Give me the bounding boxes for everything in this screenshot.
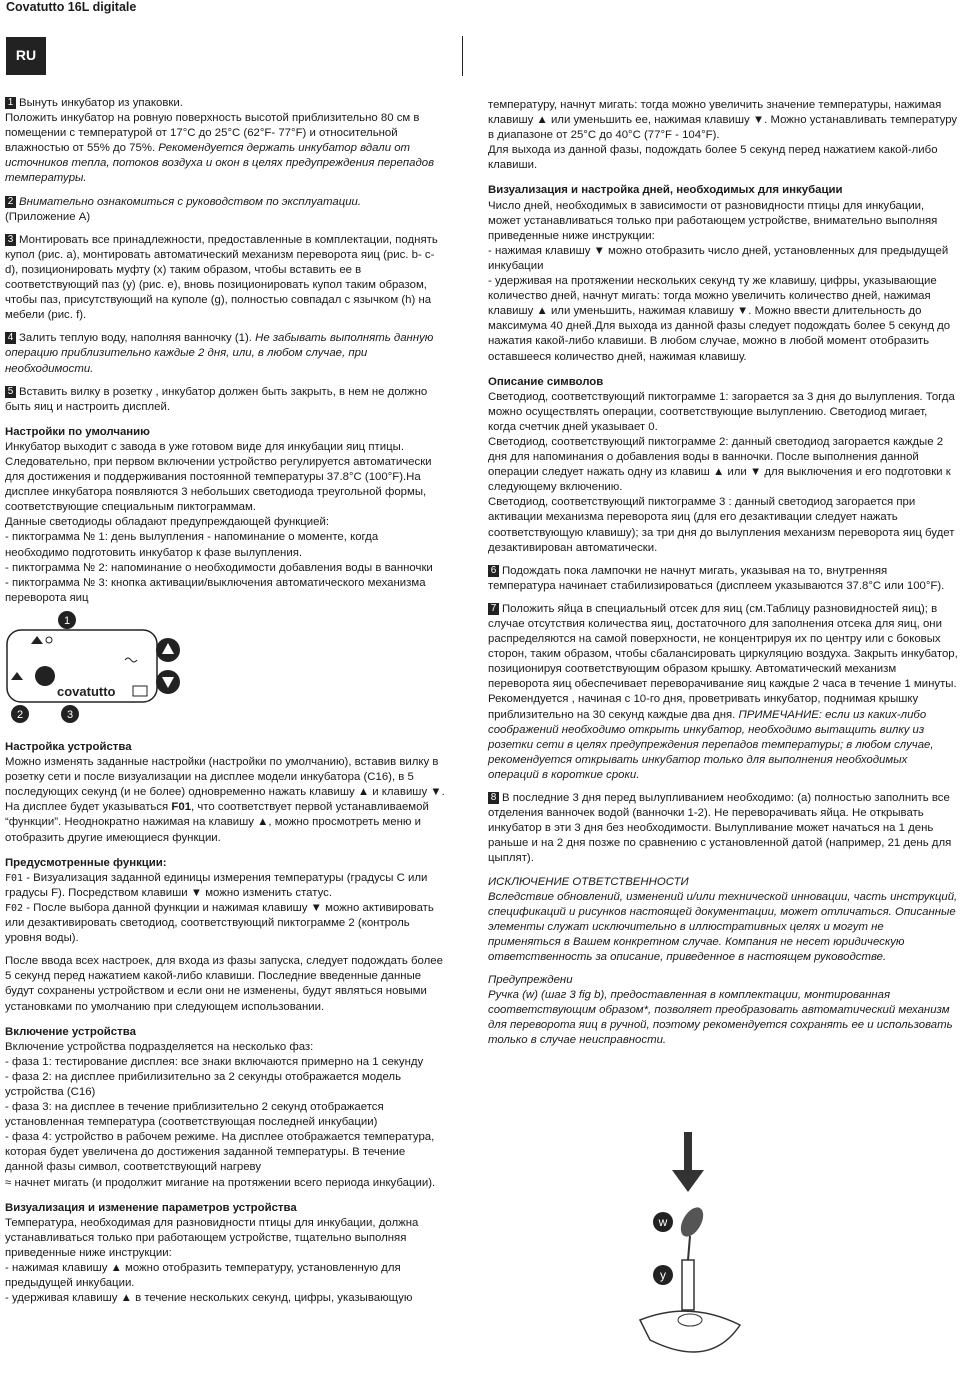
defaults-heading: Настройки по умолчанию — [5, 425, 150, 438]
step-1: 1 Вынуть инкубатор из упаковки. Положить инкубатор на ровную поверхность высотой приблизительно 80 см в помещении с температурой от 17°C до 25°C (62°F- 77°F) и относительной влажностью от 55% до 75%. Рекомендуется держать инкубатор вдали от источников тепла, потоков воздуха и окон в целях предупреждения перепадов температуры. — [5, 97, 435, 185]
power-intro: Включение устройства подразделяется на несколько фаз: — [5, 1040, 314, 1053]
warning-heading: Предупреждени — [488, 974, 573, 987]
led-2: - пиктограмма № 2: напоминание о необходимости добавления воды в ванночки — [5, 561, 433, 574]
led-1: - пиктограмма № 1: день вылупления - напоминание о моменте, когда необходимо подготовить инкубатор к фазе вылупления. — [5, 531, 379, 559]
days-text: Число дней, необходимых в зависимости от разновидности птицы для инкубации, может устанавливаться только при работающем устройстве, внимательно выполняя приведенные ниже инструкции: — [488, 199, 938, 242]
step-6: 6 Подождать пока лампочки не начнут мигать, указывая на то, внутренняя температура начинает стабилизироваться (дисплеем указываются 37.8°C или 100°F). — [488, 564, 945, 592]
figure-label-y: y — [660, 1268, 666, 1282]
setup-heading: Настройка устройства — [5, 741, 132, 753]
language-badge: RU — [6, 37, 46, 75]
power-heading: Включение устройства — [5, 1025, 136, 1038]
heating-icon: ≈ — [5, 1176, 12, 1189]
panel-number-3: 3 — [66, 708, 74, 721]
symbols-heading: Описание символов — [488, 375, 604, 388]
setup-text: Можно изменять заданные настройки (настройки по умолчанию), вставив вилку в розетку сети и после визуализации на дисплее модели инкубатора (C16), в 5 последующих секунд (и не более) одновременно нажать клавишу ▲ и клавишу ▼. На дисплее будет указываться F01, что соответствует первой устанавливаемой “функции”. Неоднократно нажимая на клавишу ▲, можно просмотреть меню и отобразить другие имеющиеся функции. — [5, 756, 445, 844]
days-1: - нажимая клавишу ▼ можно отобразить число дней, установленных для предыдущей инкубации — [488, 244, 949, 272]
step-7: 7 Положить яйца в специальный отсек для яиц (см.Таблицу разновидностей яиц); в случае отсутствия количества яиц, достаточного для заполнения отсека для яиц, они распределяются на самой поверхности, не концентрируя их по центру или с боковых сторон, таким образом, чтобы сбалансировать циркуляцию воздуха. Закрыть инкубатор, позиционируя соответствующим образом крышку. Автоматический механизм переворота яиц обеспечивает переворачивание яиц каждые 2 часа в течение 1 минуты. Рекомендуется , начиная с 10-го дня, проветривать инкубатор, поднимая крышку приблизительно на 30 секунд каждые два дня. ПРИМЕЧАНИЕ: если из каких-либо соображений необходимо открыть инкубатор, необходимо вытащить вилку из розетки сети в целях предупреждения перепадов температуры; в любом случае, рекомендуется открывать инкубатор только для выполнения необходимых операций в короткие сроки. — [488, 602, 958, 781]
params-2: - удерживая клавишу ▲ в течение нескольких секунд, цифры, указывающую — [5, 1292, 413, 1305]
led-3: - пиктограмма № 3: кнопка активации/выключения автоматического механизма переворота яиц — [5, 576, 426, 604]
panel-number-1: 1 — [63, 614, 71, 627]
params-1: - нажимая клавишу ▲ можно отобразить температуру, установленную для предыдущей инкубации. — [5, 1262, 401, 1290]
symbol-1: Светодиод, соответствующий пиктограмме 1: загорается за 3 дня до вылупления. Тогда можно осуществлять операции, соответствующие вылуплению. Светодиод мигает, когда счетчик дней указывает 0. — [488, 390, 955, 433]
phase-1: - фаза 1: тестирование дисплея: все знаки включаются примерно на 1 секунду — [5, 1055, 424, 1068]
step-number: 6 — [488, 565, 499, 577]
step-number: 7 — [488, 603, 499, 615]
step-number: 8 — [488, 792, 499, 804]
days-2: - удерживая на протяжении нескольких секунд ту же клавишу, цифры, указывающие количество дней, начнут мигать: тогда можно увеличить количество дней, нажимая клавишу ▲ или уменьшить, нажимая клавишу ▼. Можно ввести длительность до максимума 40 дней.Для выхода из данной фазы следует подождать более 5 секунд до нажатия какой-либо клавиши. В любом случае, можно в любой момент отобразить оставшееся количество дней, нажимая клавишу. — [488, 275, 951, 363]
function-f01: F01 - Визуализация заданной единицы измерения температуры (градусы C или градусы F). Посредством клавиши ▼ можно изменить статус. — [5, 871, 428, 899]
panel-number-2: 2 — [16, 708, 24, 721]
step-5: 5 Вставить вилку в розетку , инкубатор должен быть закрыть, в нем не должно быть яиц и настроить дисплей. — [5, 385, 428, 413]
step-8: 8 В последние 3 дня перед вылупливанием необходимо: (a) полностью заполнить все отделения ванночек водой (ванночки 1-2). Не переворачивать яйца. Не открывать инкубатор в эти 3 дня без необходимости. Вылупливание может начаться на 1 день раньше и на 2 дня позже по сравнению с установленной датой (например, 21 день для цыплят). — [488, 792, 952, 865]
disclaimer-heading: ИСКЛЮЧЕНИЕ ОТВЕТСТВЕННОСТИ — [488, 875, 689, 888]
days-heading: Визуализация и настройка дней, необходимых для инкубации — [488, 184, 843, 197]
functions-heading: Предусмотренные функции: — [5, 856, 167, 869]
step-3: 3 Монтировать все принадлежности, предоставленные в комплектации, поднять купол (рис. a), монтировать автоматический механизм переворота яиц (рис. b- c-d), позиционировать муфту (x) таким образом, чтобы вставить ее в соответствующий паз (y) (рис. e), вновь позиционировать купол таким образом, чтобы паз, присутствующий на куполе (g), полностью совпадал с язычком (h) на мебели (рис. f). — [5, 233, 438, 322]
left-column — [5, 96, 445, 1306]
panel-brand: covatutto — [57, 683, 116, 699]
function-f02: F02 - После выбора данной функции и нажимая клавишу ▼ можно активировать или дезактивировать светодиод, соответствующий пиктограмме 2 (контроль уровня воды). — [5, 901, 434, 945]
symbol-3: Светодиод, соответствующий пиктограмме 3 : данный светодиод загорается при активации механизма переворота яиц (для его дезактивации следует нажать соответствующую клавишу); за три дня до вылупления механизм переворота яиц будет дезактивирован автоматически. — [488, 496, 955, 554]
step-4: 4 Залить теплую воду, наполняя ванночку (1). Не забывать выполнять данную операцию приблизительно каждые 2 дня, или, в любом случае, при необходимости. — [5, 332, 434, 375]
phase-4: - фаза 4: устройство в рабочем режиме. На дисплее отображается температура, которая будет увеличена до достижения заданной температуры. В течение данной фазы символ, соответствующий нагреву ≈ начнет мигать (и продолжит мигание на протяжении всего периода инкубации). — [5, 1131, 436, 1189]
temp-exit: Для выхода из данной фазы, подождать более 5 секунд перед нажатием какой-либо клавиши. — [488, 144, 938, 172]
params-heading: Визуализация и изменение параметров устройства — [5, 1201, 297, 1214]
phase-3: - фаза 3: на дисплее в течение приблизительно 2 секунд отображается установленная температура (соответствующая последней инкубации) — [5, 1101, 384, 1129]
header-divider — [462, 36, 463, 76]
step-number: 5 — [5, 386, 16, 398]
step-number: 3 — [5, 234, 16, 246]
right-column — [488, 98, 958, 1049]
document-title: Covatutto 16L digitale — [6, 0, 137, 14]
phase-2: - фаза 2: на дисплее прибилизительно за 2 секунды отображается модель устройства (C16) — [5, 1070, 402, 1098]
step-number: 2 — [5, 196, 16, 208]
disclaimer-text: Вследствие обновлений, изменений и/или технической инновации, часть инструкций, спецификаций и рисунков настоящей документации, может отличаться. Описанные элементы служат исключительно в иллюстративных целях и могут не применяться в Вашем конкретном случае. Компания не несет юридическую ответственность за описание, приведенное в настоящем руководстве. — [488, 890, 958, 963]
warning-text: Ручка (w) (шаг 3 fig b), предоставленная в комплектации, монтированная соответствующим образом*, позволяет преобразовать автоматический механизм для переворота яиц в ручной, поэтому рекомендуется сохранять ее и использовать только в случае неисправности. — [488, 989, 953, 1047]
step-2: 2 Внимательно ознакомиться с руководством по эксплуатации. (Приложение A) — [5, 195, 362, 223]
leds-intro: Данные светодиоды обладают предупреждающей функцией: — [5, 516, 329, 529]
after-settings-text: После ввода всех настроек, для входа из фазы запуска, следует подождать более 5 секунд перед нажатием какой-либо клавиши. Последние введенные данные будут сохранены устройством и если они не изменены, будут являться новыми установками по умолчанию при следующем использовании. — [5, 955, 443, 1013]
defaults-text: Инкубатор выходит с завода в уже готовом виде для инкубации яиц птицы. Следовательно, при первом включении устройство регулируется автоматически для достижения и поддерживания постоянной температуры 37.8°C (100°F).На дисплее инкубатора появляются 3 небольших светодиода треугольной формы, соответствующие специальным пиктограммам. — [5, 440, 432, 514]
symbol-2: Светодиод, соответствующий пиктограмме 2: данный светодиод загорается каждые 2 дня для напоминания о добавления воды в ванночки. После выполнения данной операции следует нажать одну из клавиш ▲ или ▼ для выключения и его подготовки к следующему включению. — [488, 435, 951, 494]
step-number: 1 — [5, 97, 16, 109]
handle-figure — [620, 1130, 750, 1370]
figure-label-w: w — [658, 1215, 668, 1229]
step-number: 4 — [5, 332, 16, 344]
control-panel-illustration — [5, 610, 195, 725]
params-text: Температура, необходимая для разновидности птицы для инкубации, должна устанавливаться только при работающем устройстве, тщательно выполняя приведенные ниже инструкции: — [5, 1216, 419, 1259]
temp-continuation: температуру, начнут мигать: тогда можно увеличить значение температуры, нажимая клавишу ▲ или уменьшить ее, нажимая клавишу ▼. Можно устанавливать температуру в диапазоне от 25°C до 40°C (77°F - 104°F). — [488, 99, 958, 142]
